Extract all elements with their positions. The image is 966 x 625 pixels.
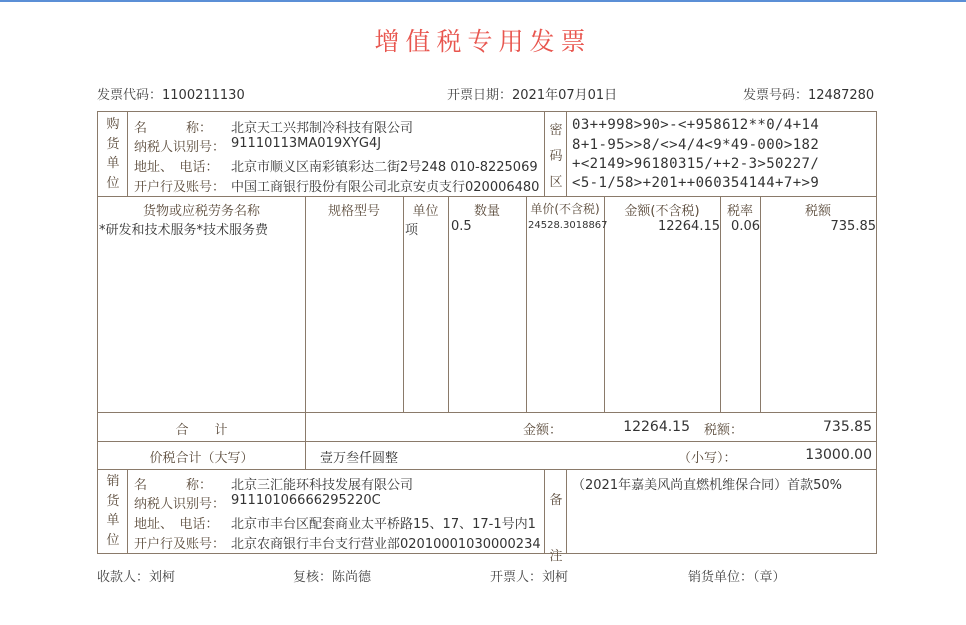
footer-payee xyxy=(97,566,175,585)
cipher-side-label xyxy=(545,118,567,196)
header-unit: 单位 xyxy=(412,204,439,219)
drawer-name: 刘柯 xyxy=(542,570,569,585)
drawer-label: 开票人： xyxy=(490,570,543,585)
invoice-number-value: 12487280 xyxy=(808,88,875,103)
cipher-line: 03++998>90>-<+958612**0/4+14 xyxy=(572,117,820,133)
seller-bank: 北京农商银行丰台支行营业部02010001030000234 xyxy=(231,537,541,552)
seller-side-char: 销 xyxy=(106,474,120,489)
seller-name: 北京三汇能环科技发展有限公司 xyxy=(231,478,414,493)
item-price: 24528.3018867 xyxy=(528,220,608,231)
reviewer-name: 陈尚德 xyxy=(332,570,372,585)
item-amount: 12264.15 xyxy=(657,219,720,234)
divider-grand-seller xyxy=(98,469,876,470)
seller-side-label xyxy=(102,472,124,550)
total-tax: 735.85 xyxy=(823,419,872,435)
divider-seller-side xyxy=(127,469,128,553)
buyer-addr: 北京市顺义区南彩镇彩达二街2号248 010-8225069 xyxy=(231,160,538,175)
grand-label: 价税合计（大写） xyxy=(149,451,254,466)
cipher-line: <5-1/58>+201++060354144+7+>9 xyxy=(572,175,820,191)
seller-tax-id: 91110106666295220C xyxy=(231,493,381,508)
total-tax-label: 税额： xyxy=(704,423,744,438)
top-accent-line xyxy=(0,0,966,2)
buyer-bank-label: 开户行及账号： xyxy=(134,180,226,195)
footer-reviewer xyxy=(293,566,371,585)
grand-small: 13000.00 xyxy=(805,447,872,463)
remarks-side-char: 备 xyxy=(549,493,563,508)
buyer-name-label: 名 称： xyxy=(134,121,213,136)
buyer-side-char: 单 xyxy=(106,156,120,171)
divider-items-total xyxy=(98,412,876,413)
seller-tax-label: 纳税人识别号： xyxy=(134,497,226,512)
grand-small-label: （小写）： xyxy=(678,451,737,466)
divider-total-grand xyxy=(98,441,876,442)
payee-label: 收款人： xyxy=(97,570,150,585)
cipher-line: +<2149>96180315/++2-3>50227/ xyxy=(572,156,820,172)
total-amount-label: 金额： xyxy=(523,423,563,438)
invoice-date-label: 开票日期： xyxy=(447,88,513,103)
seller-side-char: 位 xyxy=(106,532,120,548)
invoice-code xyxy=(97,84,245,103)
cipher-line: 8+1-95>>8/<>4/4<9*49-000>182 xyxy=(572,137,820,153)
buyer-side-char: 货 xyxy=(106,136,120,152)
buyer-side-char: 位 xyxy=(106,175,120,191)
seller-addr: 北京市丰台区配套商业太平桥路15、17、17-1号内1 xyxy=(231,517,536,532)
header-spec: 规格型号 xyxy=(327,204,380,219)
buyer-tax-id: 91110113MA019XYG4J xyxy=(231,136,382,151)
cipher-side-char: 码 xyxy=(549,149,563,164)
header-item-name: 货物或应税劳务名称 xyxy=(142,204,260,219)
item-tax: 735.85 xyxy=(830,219,876,234)
divider-grand xyxy=(305,441,306,469)
seller-bank-label: 开户行及账号： xyxy=(134,537,226,552)
divider-col-price xyxy=(526,196,527,412)
remarks-side-char: 注 xyxy=(549,549,563,564)
invoice-title: 增值税专用发票 xyxy=(374,27,592,56)
payee-name: 刘柯 xyxy=(149,570,176,585)
header-qty: 数量 xyxy=(473,204,500,219)
divider-col-qty xyxy=(448,196,449,412)
item-name: *研发和技术服务*技术服务费 xyxy=(99,223,269,238)
invoice-code-label: 发票代码： xyxy=(97,88,163,103)
total-amount: 12264.15 xyxy=(623,419,690,435)
header-amount: 金额(不含税) xyxy=(624,204,700,219)
invoice-date xyxy=(447,84,617,103)
footer-seller-stamp: 销货单位：（章） xyxy=(688,570,786,585)
buyer-tax-label: 纳税人识别号： xyxy=(134,140,226,155)
divider-buyer-side xyxy=(127,112,128,196)
item-rate: 0.06 xyxy=(731,219,760,234)
remarks-text: （2021年嘉美风尚直燃机维保合同）首款50% xyxy=(572,478,842,493)
buyer-side-char: 购 xyxy=(106,117,120,132)
seller-side-char: 单 xyxy=(106,513,120,528)
buyer-side-label xyxy=(102,115,124,193)
invoice-number xyxy=(743,84,874,103)
total-label: 合 计 xyxy=(175,423,228,438)
invoice-table xyxy=(97,111,877,564)
buyer-addr-label: 地址、 电话： xyxy=(134,160,219,175)
header-price: 单价(不含税) xyxy=(530,202,600,216)
footer-drawer xyxy=(490,566,568,585)
seller-side-char: 货 xyxy=(106,493,120,509)
item-qty: 0.5 xyxy=(451,219,472,234)
reviewer-label: 复核： xyxy=(293,570,333,585)
cipher-side-char: 区 xyxy=(549,175,563,190)
item-unit: 项 xyxy=(405,223,419,238)
header-rate: 税率 xyxy=(726,204,753,219)
invoice-code-value: 1100211130 xyxy=(162,88,245,103)
buyer-name: 北京天工兴邦制冷科技有限公司 xyxy=(231,121,414,136)
header-tax: 税额 xyxy=(804,204,831,219)
seller-name-label: 名 称： xyxy=(134,478,213,493)
seller-addr-label: 地址、 电话： xyxy=(134,517,219,532)
divider-col-unit xyxy=(403,196,404,412)
cipher-side-char: 密 xyxy=(549,123,563,138)
invoice-date-value: 2021年07月01日 xyxy=(512,88,618,103)
grand-words: 壹万叁仟圆整 xyxy=(320,451,399,466)
invoice-number-label: 发票号码： xyxy=(743,88,809,103)
buyer-bank: 中国工商银行股份有限公司北京安贞支行020006480 xyxy=(231,180,540,195)
divider-col-spec xyxy=(305,196,306,441)
